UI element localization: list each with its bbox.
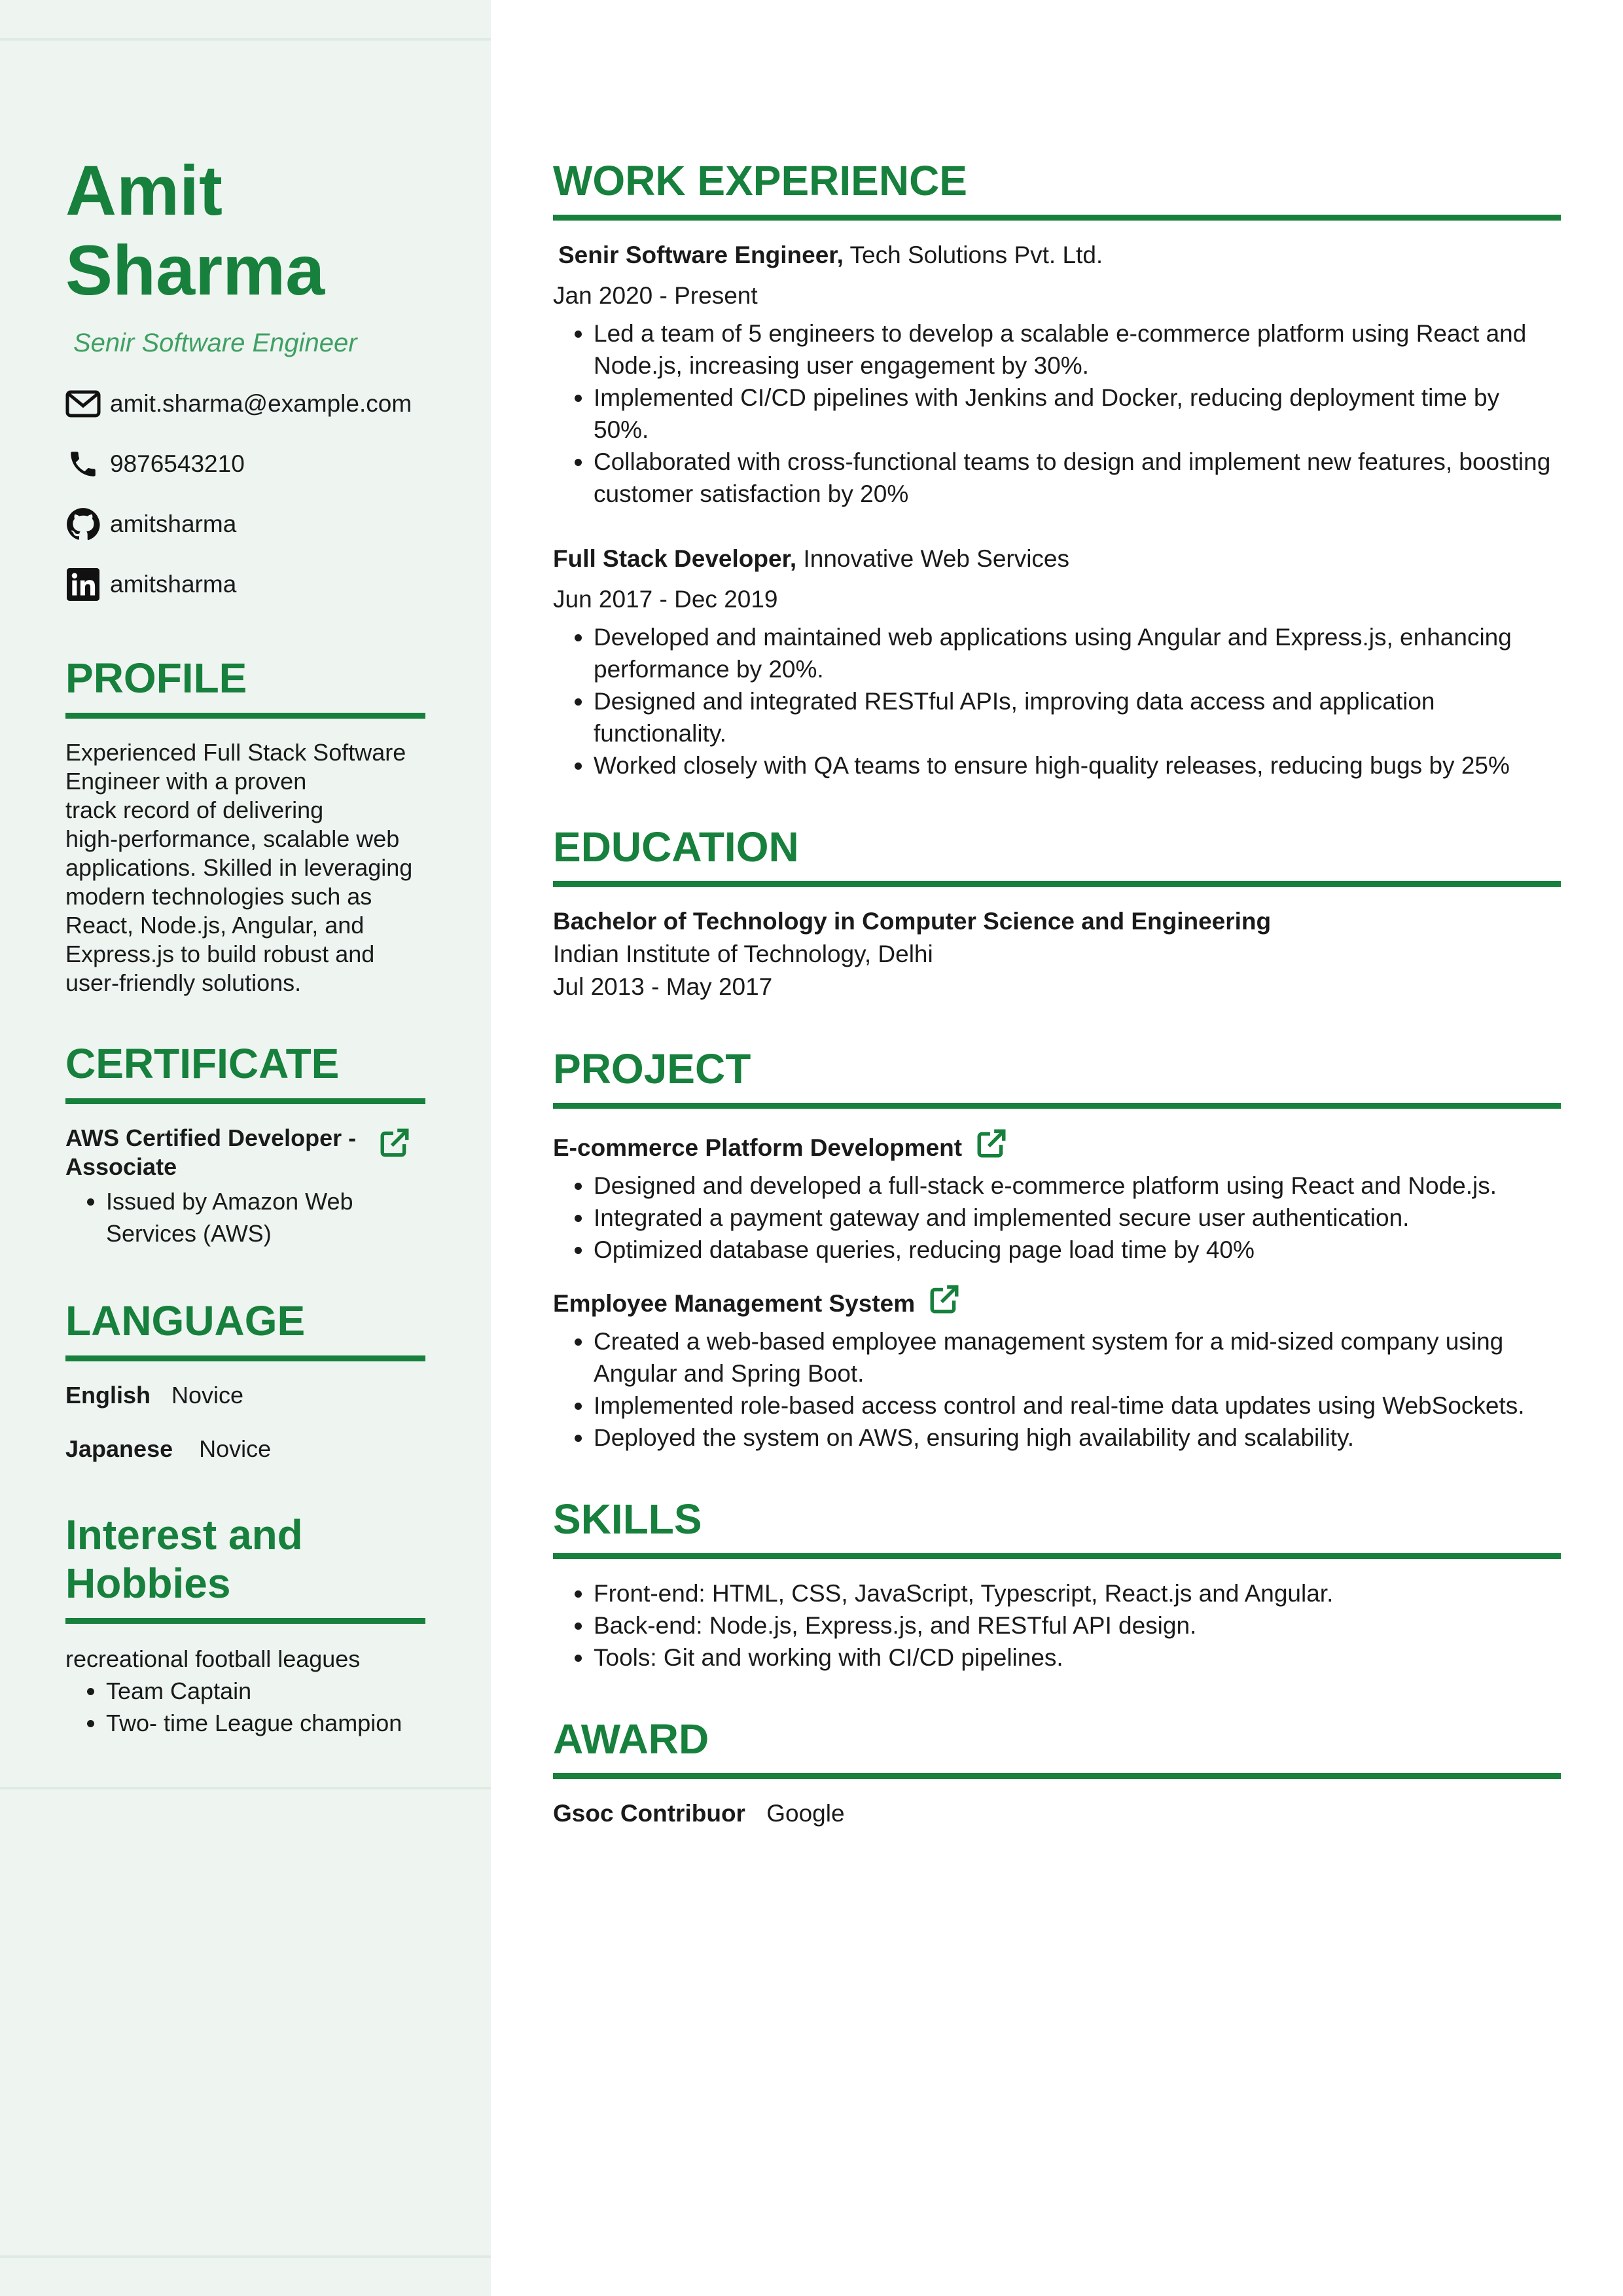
- phone-icon: [65, 446, 101, 482]
- list-item: • Designed and integrated RESTful APIs, improving data access and application functionality.: [594, 685, 1561, 749]
- certificate-item: [65, 1124, 425, 1181]
- sidebar-content: [65, 151, 425, 1739]
- profile-line: Express.js to build robust and: [65, 941, 375, 967]
- list-item: • Created a web-based employee management system for a mid-sized company using Angular and Spring Boot.: [594, 1325, 1561, 1390]
- project-bullets: [553, 1170, 1561, 1266]
- profile-line: React, Node.js, Angular, and: [65, 912, 365, 939]
- sidebar-top-rule: [0, 38, 491, 41]
- job-role: Full Stack Developer,: [553, 545, 797, 572]
- contact-linkedin[interactable]: [65, 554, 425, 615]
- project-entry: [553, 1127, 1561, 1266]
- language-level: Novice: [199, 1435, 272, 1462]
- profile-line: high-performance, scalable web: [65, 825, 400, 852]
- profile-line: user-friendly solutions.: [65, 969, 302, 996]
- interests-heading-line: Interest and: [65, 1511, 303, 1558]
- language-item: [65, 1435, 425, 1463]
- award-heading: AWARD: [553, 1715, 709, 1763]
- language-heading: LANGUAGE: [65, 1297, 306, 1344]
- award-section: [553, 1715, 1561, 1830]
- linkedin-icon: [65, 567, 101, 602]
- list-item: • Optimized database queries, reducing page load time by 40%: [594, 1234, 1561, 1266]
- list-item: • Led a team of 5 engineers to develop a scalable e-commerce platform using React and Node.js, increasing user engagement by 30%.: [594, 317, 1561, 382]
- profile-text: [65, 738, 425, 997]
- job-dates: Jun 2017 - Dec 2019: [553, 586, 778, 613]
- sidebar-mid-rule: [0, 1787, 491, 1789]
- interests-divider: [65, 1618, 425, 1624]
- job-entry: [553, 239, 1561, 510]
- email-text: amit.sharma@example.com: [110, 390, 412, 417]
- education-degree: Bachelor of Technology in Computer Science and Engineering: [553, 908, 1272, 935]
- language-section: [65, 1297, 425, 1463]
- skills-section: [553, 1496, 1561, 1674]
- external-link-icon[interactable]: [975, 1127, 1008, 1168]
- job-bullets: [553, 621, 1561, 781]
- language-name: English: [65, 1382, 151, 1408]
- education-section: [553, 823, 1561, 1003]
- certificate-title: [65, 1124, 356, 1181]
- profile-line: track record of delivering: [65, 797, 324, 823]
- profile-line: Experienced Full Stack Software: [65, 739, 406, 766]
- award-divider: [553, 1773, 1561, 1779]
- interests-heading: [65, 1511, 425, 1607]
- list-item: • Collaborated with cross-functional teams to design and implement new features, boosting customer satisfaction by 20%: [594, 446, 1561, 510]
- external-link-icon[interactable]: [928, 1283, 961, 1324]
- main-content: [553, 157, 1561, 1830]
- project-title: E-commerce Platform Development: [553, 1134, 963, 1161]
- list-item: • Deployed the system on AWS, ensuring high availability and scalability.: [594, 1422, 1561, 1454]
- certificate-bullets: [65, 1185, 425, 1249]
- certificate-title-line: AWS Certified Developer -: [65, 1124, 357, 1151]
- list-item: • Worked closely with QA teams to ensure high-quality releases, reducing bugs by 25%: [594, 749, 1561, 781]
- linkedin-text: amitsharma: [110, 571, 237, 598]
- mail-icon: [65, 386, 101, 422]
- education-dates: Jul 2013 - May 2017: [553, 973, 773, 1000]
- list-item: • Developed and maintained web applications using Angular and Express.js, enhancing performance by 20%.: [594, 621, 1561, 685]
- interests-bullets: [65, 1675, 425, 1739]
- project-section: [553, 1045, 1561, 1454]
- profile-line: modern technologies such as: [65, 883, 372, 910]
- education-divider: [553, 881, 1561, 887]
- profile-divider: [65, 713, 425, 719]
- job-company: Innovative Web Services: [803, 545, 1070, 572]
- sidebar: [0, 0, 491, 2296]
- list-item: • Integrated a payment gateway and implemented secure user authentication.: [594, 1202, 1561, 1234]
- list-item: • Back-end: Node.js, Express.js, and RESTful API design.: [594, 1609, 1561, 1641]
- certificate-divider: [65, 1098, 425, 1104]
- award-item: [553, 1797, 1561, 1830]
- list-item: • Front-end: HTML, CSS, JavaScript, Typescript, React.js and Angular.: [594, 1577, 1561, 1609]
- phone-text: 9876543210: [110, 450, 245, 477]
- job-bullets: [553, 317, 1561, 510]
- language-item: [65, 1381, 425, 1410]
- candidate-name: [65, 151, 425, 310]
- contact-phone[interactable]: [65, 434, 425, 494]
- project-title-line: [553, 1127, 1561, 1168]
- job-role: Senir Software Engineer,: [558, 242, 844, 268]
- first-name: Amit: [65, 151, 223, 230]
- project-heading: PROJECT: [553, 1045, 751, 1092]
- education-heading: EDUCATION: [553, 823, 799, 870]
- job-title-line: [553, 543, 1561, 575]
- list-item: • Implemented CI/CD pipelines with Jenkins and Docker, reducing deployment time by 50%.: [594, 382, 1561, 446]
- list-item: • Issued by Amazon Web Services (AWS): [106, 1185, 425, 1249]
- job-dates: Jan 2020 - Present: [553, 282, 758, 309]
- github-text: amitsharma: [110, 511, 237, 537]
- profile-line: applications. Skilled in leveraging: [65, 854, 413, 881]
- last-name: Sharma: [65, 230, 325, 310]
- language-divider: [65, 1355, 425, 1361]
- contact-email[interactable]: [65, 374, 425, 434]
- interests-section: [65, 1511, 425, 1739]
- certificate-heading: CERTIFICATE: [65, 1040, 340, 1087]
- project-title-line: [553, 1283, 1561, 1324]
- profile-line: Engineer with a proven: [65, 768, 307, 795]
- contact-github[interactable]: [65, 494, 425, 554]
- award-title: Gsoc Contribuor: [553, 1800, 745, 1827]
- github-icon: [65, 507, 101, 542]
- work-divider: [553, 215, 1561, 221]
- job-title-line: [553, 239, 1561, 272]
- interests-intro: recreational football leagues: [65, 1645, 361, 1672]
- award-org: Google: [766, 1800, 845, 1827]
- job-company: Tech Solutions Pvt. Ltd.: [849, 242, 1103, 268]
- work-heading: WORK EXPERIENCE: [553, 157, 967, 204]
- language-level: Novice: [171, 1382, 244, 1408]
- work-section: [553, 157, 1561, 781]
- language-name: Japanese: [65, 1435, 173, 1462]
- certificate-section: [65, 1039, 425, 1249]
- skills-bullets: [553, 1577, 1561, 1674]
- skills-heading: SKILLS: [553, 1496, 702, 1543]
- profile-heading: PROFILE: [65, 655, 247, 702]
- external-link-icon[interactable]: [378, 1126, 411, 1162]
- project-bullets: [553, 1325, 1561, 1454]
- profile-section: [65, 654, 425, 997]
- interests-heading-line: Hobbies: [65, 1560, 231, 1607]
- list-item: • Team Captain: [106, 1675, 425, 1707]
- job-entry: [553, 543, 1561, 781]
- project-entry: [553, 1283, 1561, 1454]
- project-divider: [553, 1103, 1561, 1109]
- sidebar-bottom-rule: [0, 2255, 491, 2258]
- education-school: Indian Institute of Technology, Delhi: [553, 941, 933, 967]
- list-item: • Tools: Git and working with CI/CD pipelines.: [594, 1641, 1561, 1674]
- certificate-title-line: Associate: [65, 1153, 177, 1180]
- project-title: Employee Management System: [553, 1289, 916, 1317]
- list-item: • Designed and developed a full-stack e-commerce platform using React and Node.js.: [594, 1170, 1561, 1202]
- job-title: Senir Software Engineer: [73, 329, 357, 357]
- list-item: • Two- time League champion: [106, 1707, 425, 1739]
- list-item: • Implemented role-based access control and real-time data updates using WebSockets.: [594, 1390, 1561, 1422]
- skills-divider: [553, 1553, 1561, 1559]
